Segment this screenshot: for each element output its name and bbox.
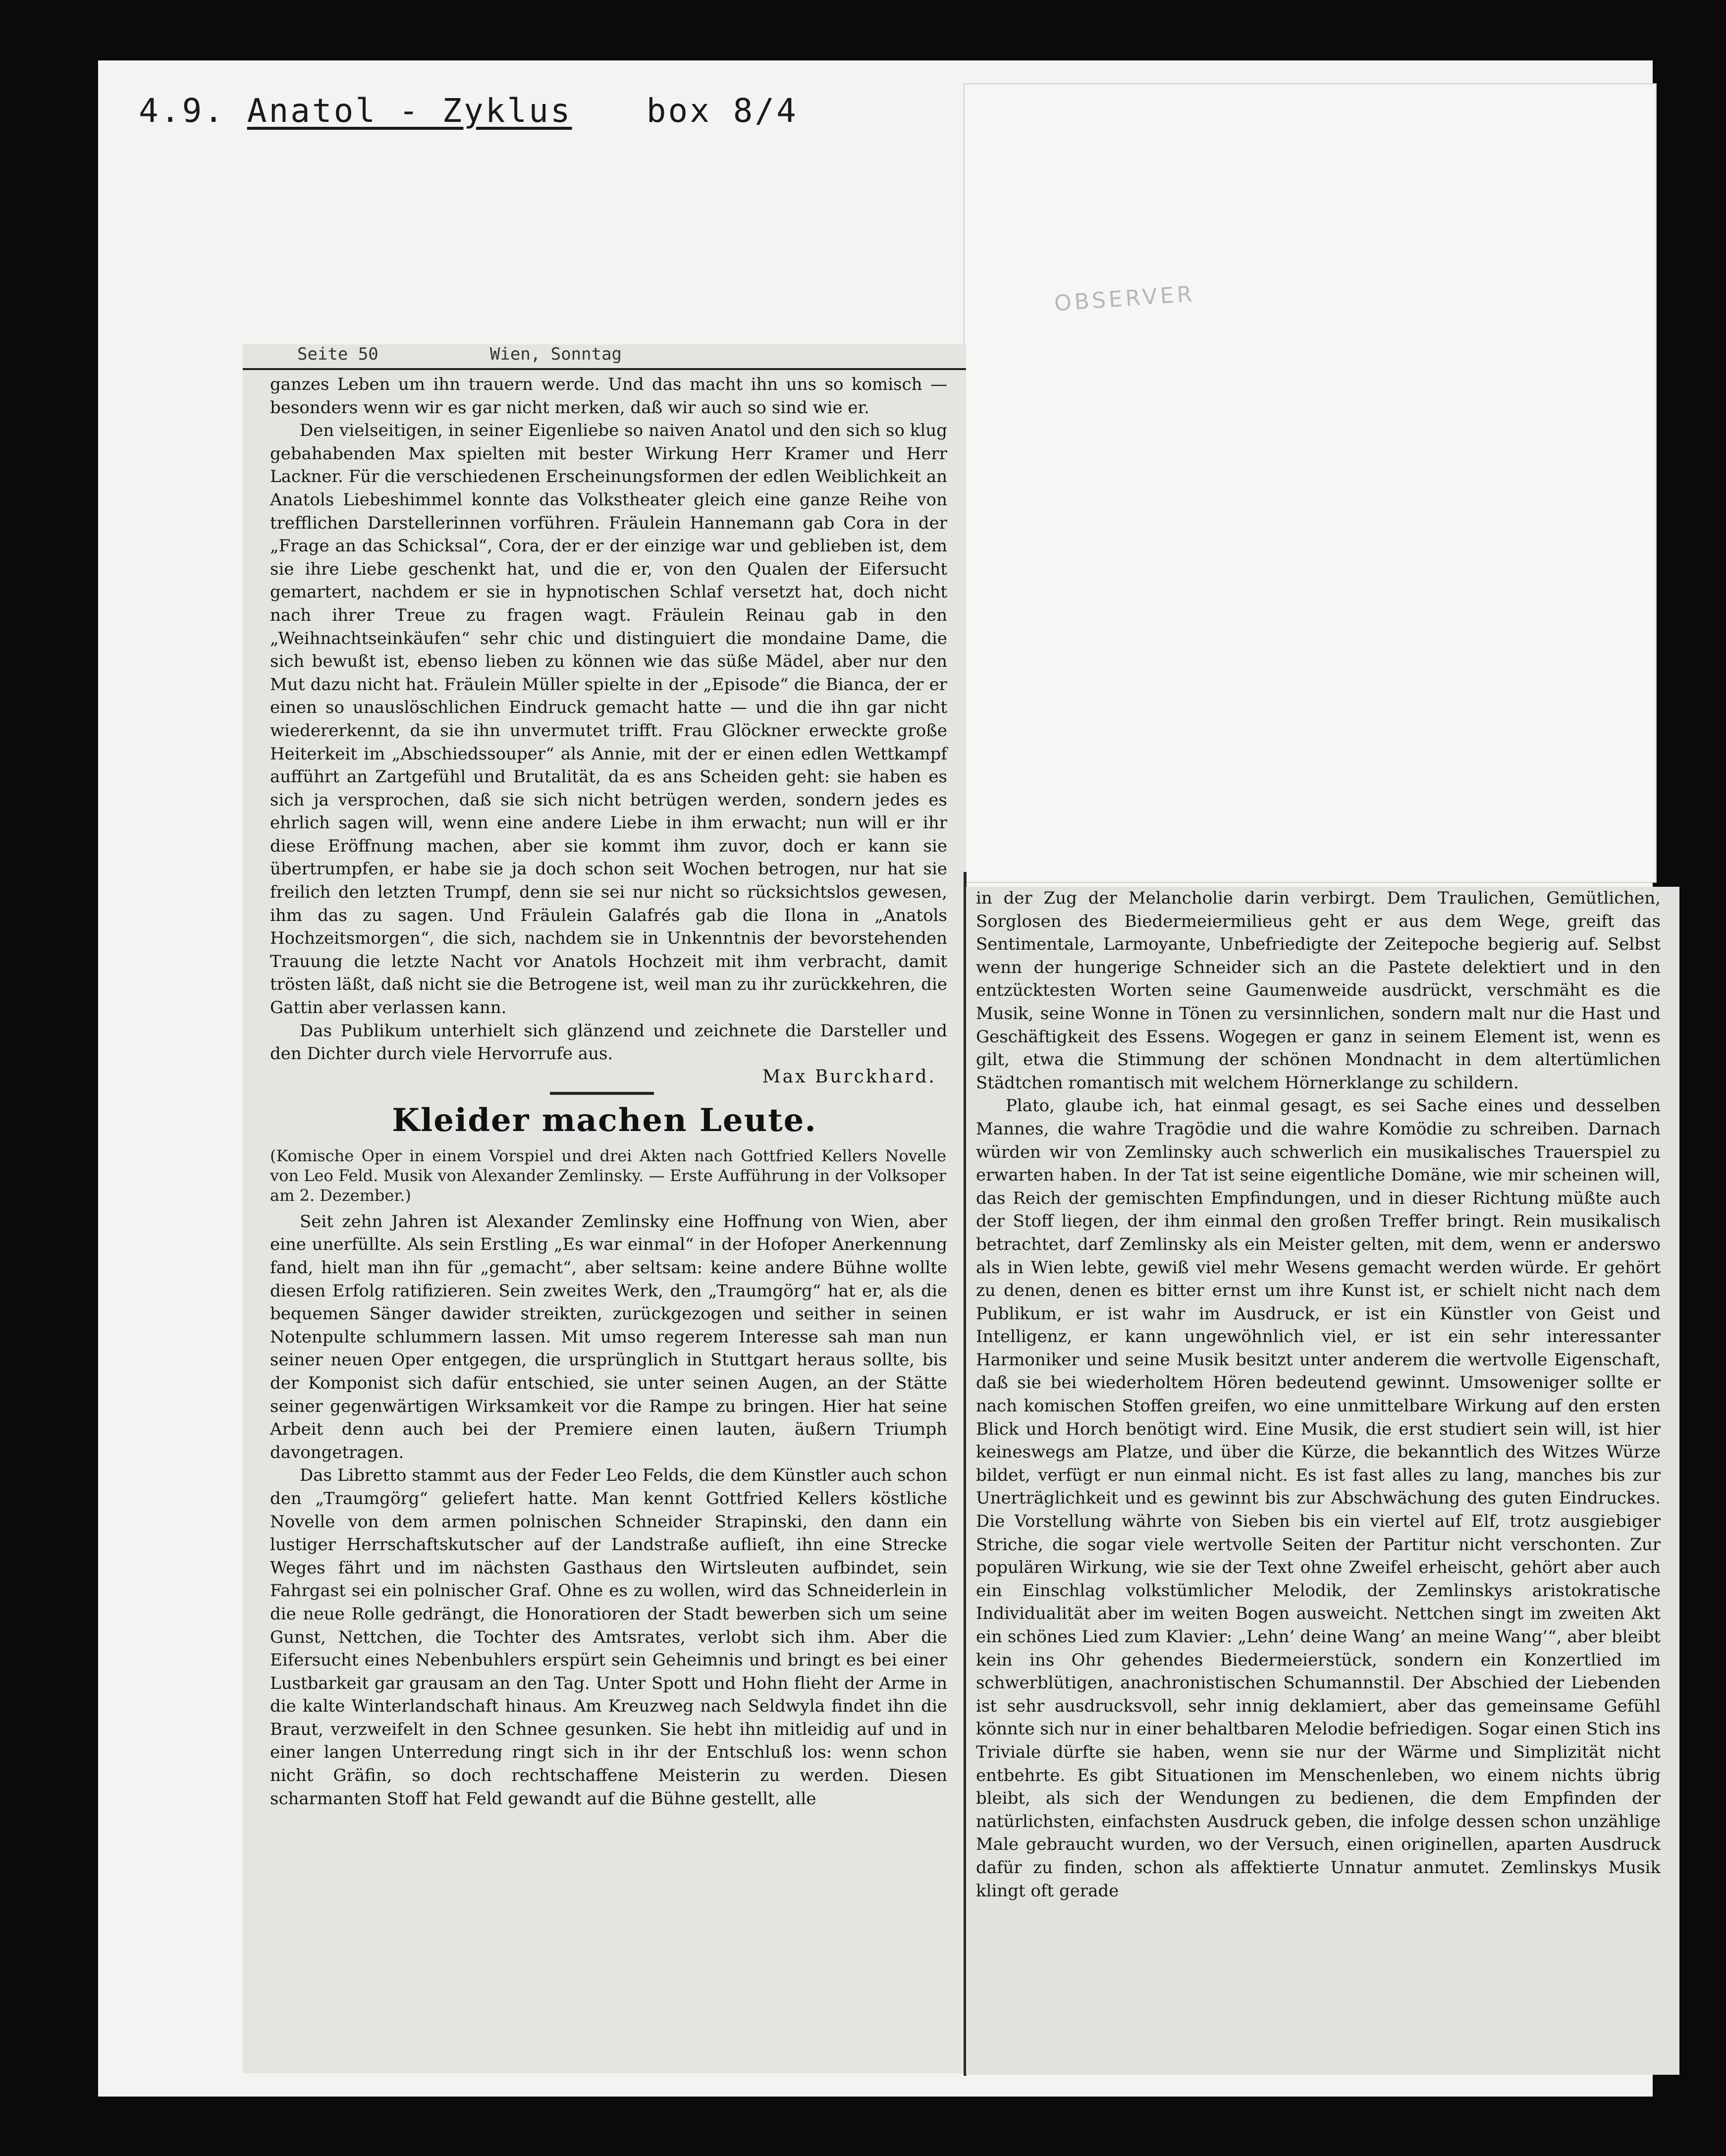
paragraph: Den vielseitigen, in seiner Eigenliebe so naiven Anatol und den sich so klug gebahabenden Max spielten mit bester Wirkung Herr Kramer und Herr Lackner. Für die verschiedenen Erscheinungsformen der edlen Weiblichkeit an Anatols Liebeshimmel konnte das Volkstheater gleich eine ganze Reihe von trefflichen Darstellerinnen vorführen. Fräulein Hannemann gab Cora in der „Frage an das Schicksal“, Cora, der er der einzige war und geblieben ist, dem sie ihre Liebe geschenkt hat, und die er, von den Qualen der Eifersucht gemartert, nachdem er sie in hypnotischen Schlaf versetzt hat, doch nicht nach ihrer Treue zu fragen wagt. Fräulein Reinau gab in den „Weihnachtseinkäufen“ sehr chic und distinguiert die mondaine Dame, die sich bewußt ist, ebenso lieben zu können wie das süße Mädel, aber nur den Mut dazu nicht hat. Fräulein Müller spielte in der „Episode“ die Bianca, der er einen so unauslöschlichen Eindruck gemacht hatte — und die ihn gar nicht wiedererkennt, da sie ihn unvermutet trifft. Frau Glöckner erweckte große Heiterkeit im „Abschiedssouper“ als Annie, mit der er einen edlen Wettkampf aufführt an Zartgefühl und Brutalität, da es ans Scheiden geht: sie haben es sich ja versprochen, daß sie sich nicht betrügen werden, sondern jedes es ehrlich sagen will, wenn eine andere Liebe in ihm erwacht; nun will er ihr diese Eröffnung machen, aber sie kommt ihm zuvor, doch er kann sie übertrumpfen, er habe sie ja doch schon seit Wochen betrogen, nur hat sie freilich den letzten Trumpf, denn sie sei nur nicht so rücksichtslos gewesen, ihm das zu sagen. Und Fräulein Galafrés gab die Ilona in „Anatols Hochzeitsmorgen“, die sich, nachdem sie in Unkenntnis der bevorstehenden Trauung die letzte Nacht vor Anatols Hochzeit mit ihm verbracht, damit trösten läßt, daß nicht sie die Betrogene ist, weil man zu ihr zurückkehren, die Gattin aber verlassen kann. <box>270 421 947 1018</box>
newspaper-clipping-left <box>243 344 966 2073</box>
paragraph: in der Zug der Melancholie darin verbirgt. Dem Traulichen, Gemütlichen, Sorglosen des Biedermeiermilieus geht er aus dem Wege, greift das Sentimentale, Larmoyante, Unbefriedigte der Zeitepoche begierig auf. Selbst wenn der hungerige Schneider sich an die Pastete delektiert und in den entzücktesten Worten seine Gaumenweide ausdrückt, verschmäht es die Musik, seine Wonne in Tönen zu versinnlichen, sondern malt nur die Hast und Geschäftigkeit des Essens. Wogegen er ganz in seinem Element ist, wenn es gilt, etwa die Stimmung der schönen Mondnacht in dem altertümlichen Städtchen romantisch mit welchem Hörnerklange zu schildern. <box>976 888 1661 1093</box>
right-column-text <box>966 887 1679 1902</box>
section-rule <box>550 1092 654 1095</box>
left-column-article <box>243 1210 966 1810</box>
archive-title: Anatol - Zyklus <box>247 92 572 130</box>
article-subhead: (Komische Oper in einem Vorspiel und drei Akten nach Gottfried Kellers Novelle von Leo Feld. Musik von Alexander Zemlinsky. — Erste Aufführung in der Volksoper am 2. Dezember.) <box>270 1146 946 1205</box>
newspaper-clipping-right <box>966 887 1679 2075</box>
archive-label <box>139 92 798 130</box>
archive-number: 4.9. <box>139 92 225 130</box>
clipping-header: Seite 50 Wien, Sonntag <box>243 344 966 370</box>
paragraph: Das Publikum unterhielt sich glänzend und zeichnete die Darsteller und den Dichter durch viele Hervorrufe aus. <box>270 1021 947 1064</box>
blank-paper-slip <box>964 83 1657 883</box>
author-signature: Max Burckhard. <box>762 1066 936 1087</box>
paragraph: ganzes Leben um ihn trauern werde. Und das macht ihn uns so komisch — besonders wenn wir es gar nicht merken, daß wir auch so sind wie er. <box>270 375 947 418</box>
paragraph: Das Libretto stammt aus der Feder Leo Felds, die dem Künstler auch schon den „Traumgörg“ geliefert hatte. Man kennt Gottfried Kellers köstliche Novelle von dem armen polnischen Schneider Strapinski, den dann ein lustiger Herrschaftskutscher auf der Landstraße auflieſt, ihn eine Strecke Weges fährt und im nächsten Gasthaus den Wirtsleuten aufbindet, sein Fahrgast sei ein polnischer Graf. Ohne es zu wollen, wird das Schneiderlein in die neue Rolle gedrängt, die Honoratioren der Stadt bewerben sich um seine Gunst, Nettchen, die Tochter des Amtsrates, verlobt sich ihm. Aber die Eifersucht eines Nebenbuhlers erspürt sein Geheimnis und bringt es bei einer Lustbarkeit gar grausam an den Tag. Unter Spott und Hohn flieht der Arme in die kalte Winterlandschaft hinaus. Am Kreuzweg nach Seldwyla findet ihn die Braut, verzweifelt in den Schnee gesunken. Sie hebt ihn mitleidig auf und in einer langen Unterredung ringt sich in ihr der Entschluß los: wenn schon nicht Gräfin, so doch rechtschaffene Meisterin zu werden. Diesen scharmanten Stoff hat Feld gewandt auf die Bühne gestellt, alle <box>270 1465 947 1809</box>
article-headline: Kleider machen Leute. <box>392 1101 817 1139</box>
left-column-text <box>243 373 966 1066</box>
archive-box: box 8/4 <box>646 92 798 130</box>
paragraph: Seit zehn Jahren ist Alexander Zemlinsky eine Hoffnung von Wien, aber eine unerfüllte. Als sein Erstling „Es war einmal“ in der Hofoper Anerkennung fand, hielt man ihn für „gemacht“, aber seltsam: keine andere Bühne wollte diesen Erfolg ratifizieren. Sein zweites Werk, den „Traumgörg“ hat er, als die bequemen Sänger dawider streikten, zurückgezogen und seither in seinen Notenpulte schlummern lassen. Mit umso regerem Interesse sah man nun seiner neuen Oper entgegen, die ursprünglich in Stuttgart heraus sollte, bis der Komponist sich dafür entschied, sie unter seinen Augen, an der Stätte seiner gegenwärtigen Wirksamkeit vor die Rampe zu bringen. Hier hat seine Arbeit denn auch bei der Premiere einen lauten, äußern Triumph davongetragen. <box>270 1211 947 1462</box>
faded-stamp: OBSERVER <box>1053 281 1196 317</box>
paragraph: Plato, glaube ich, hat einmal gesagt, es sei Sache eines und desselben Mannes, die wahre Tragödie und die wahre Komödie zu schreiben. Darnach würden wir von Zemlinsky auch schwerlich ein musikalisches Trauerspiel zu erwarten haben. In der Tat ist seine eigentliche Domäne, wie mir scheinen will, das Reich der gemischten Empfindungen, und in dieser Richtung müßte auch der Stoff liegen, der ihm einmal den großen Treffer bringt. Rein musikalisch betrachtet, darf Zemlinsky als ein Meister gelten, mit dem, wenn er anderswo als in Wien lebte, gewiß viel mehr Wesens gemacht werden würde. Er gehört zu denen, denen es bitter ernst um ihre Kunst ist, er schielt nicht nach dem Publikum, er ist wahr im Ausdruck, er ist ein Künstler von Geist und Intelligenz, er kann ungewöhnlich viel, er ist ein sehr interessanter Harmoniker und seine Musik besitzt unter anderem die wertvolle Eigenschaft, daß sie bei wiederholtem Hören bedeutend gewinnt. Umsoweniger sollte er nach komischen Stoffen greifen, wo eine unmittelbare Wirkung auf den ersten Blick und Horch benötigt wird. Eine Musik, die erst studiert sein will, ist hier keineswegs am Platze, und über die Kürze, die bekanntlich des Witzes Würze bildet, verfügt er nun einmal nicht. Es ist fast alles zu lang, manches bis zur Unerträglichkeit und es gewinnt bis zur Abschwächung des guten Eindruckes. Die Vorstellung währte von Sieben bis ein viertel auf Elf, trotz ausgiebiger Striche, die sogar viele wertvolle Seiten der Partitur nicht verschonten. Zur populären Wirkung, wie sie der Text ohne Zweifel erheischt, gehört aber auch ein Einschlag volkstümlicher Melodik, der Zemlinskys aristokratische Individualität aber im weiten Bogen ausweicht. Nettchen singt im zweiten Akt ein schönes Lied zum Klavier: „Lehn’ deine Wang’ an meine Wang’“, aber bleibt kein ins Ohr gehendes Biedermeierstück, sondern ein Konzertlied im schwerblütigen, anachronistischen Schumannstil. Der Abschied der Liebenden ist sehr ausdrucksvoll, sehr innig deklamiert, aber das gemeinsame Gefühl könnte sich nur in einer behaltbaren Melodie befriedigen. Sogar einen Stich ins Triviale dürfte sie haben, wenn sie nur der Wärme und Simplizität nicht entbehrte. Es gibt Situationen im Menschenleben, wo einem nichts übrig bleibt, als sich der Wendungen zu bedienen, die dem Empfinden der natürlichsten, einfachsten Ausdruck geben, die infolge dessen schon unzählige Male gebraucht wurden, wo der Versuch, einen originellen, aparten Ausdruck dafür zu finden, schon als affektierte Unnatur anmutet. Zemlinskys Musik klingt oft gerade <box>976 1096 1661 1901</box>
